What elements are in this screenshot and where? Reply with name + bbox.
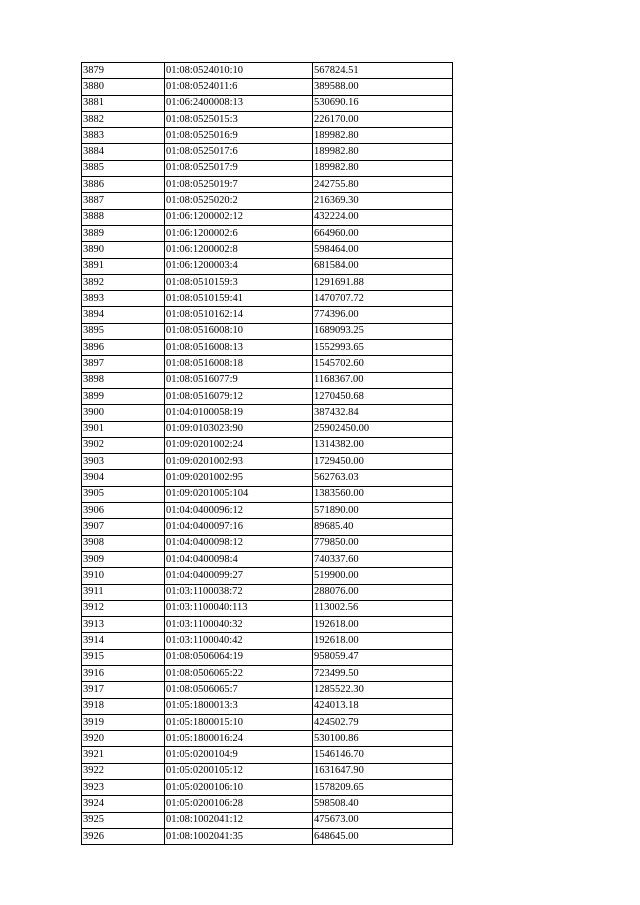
table-row	[82, 747, 453, 763]
row-number-cell: 3893	[82, 291, 165, 307]
cadastral-number-cell: 01:08:0510162:14	[165, 307, 313, 323]
cadastral-number-cell: 01:08:0525017:9	[165, 160, 313, 176]
value-cell: 226170.00	[313, 111, 453, 127]
cadastral-number-cell: 01:08:0510159:41	[165, 291, 313, 307]
table-row	[82, 568, 453, 584]
cadastral-number-cell: 01:04:0400098:12	[165, 535, 313, 551]
row-number-cell: 3900	[82, 405, 165, 421]
cadastral-number-cell: 01:05:0200106:28	[165, 796, 313, 812]
row-number-cell: 3924	[82, 796, 165, 812]
cadastral-number-cell: 01:03:1100040:113	[165, 600, 313, 616]
cadastral-number-cell: 01:09:0201002:95	[165, 470, 313, 486]
value-cell: 1383560.00	[313, 486, 453, 502]
cadastral-number-cell: 01:08:0516008:10	[165, 323, 313, 339]
row-number-cell: 3926	[82, 828, 165, 844]
table-row	[82, 682, 453, 698]
row-number-cell: 3911	[82, 584, 165, 600]
cadastral-number-cell: 01:06:1200002:12	[165, 209, 313, 225]
value-cell: 89685.40	[313, 519, 453, 535]
value-cell: 475673.00	[313, 812, 453, 828]
row-number-cell: 3916	[82, 665, 165, 681]
cadastral-number-cell: 01:09:0201005:104	[165, 486, 313, 502]
cadastral-number-cell: 01:08:0525020:2	[165, 193, 313, 209]
table-row	[82, 780, 453, 796]
table-row	[82, 193, 453, 209]
row-number-cell: 3912	[82, 600, 165, 616]
row-number-cell: 3910	[82, 568, 165, 584]
cadastral-number-cell: 01:08:0525016:9	[165, 128, 313, 144]
row-number-cell: 3908	[82, 535, 165, 551]
row-number-cell: 3920	[82, 731, 165, 747]
row-number-cell: 3879	[82, 63, 165, 79]
value-cell: 567824.51	[313, 63, 453, 79]
cadastral-number-cell: 01:08:0525019:7	[165, 177, 313, 193]
cadastral-number-cell: 01:04:0400099:27	[165, 568, 313, 584]
row-number-cell: 3917	[82, 682, 165, 698]
table-row	[82, 796, 453, 812]
table-row	[82, 828, 453, 844]
cadastral-number-cell: 01:04:0400097:16	[165, 519, 313, 535]
value-cell: 1578209.65	[313, 780, 453, 796]
value-cell: 681584.00	[313, 258, 453, 274]
document-page	[81, 62, 449, 845]
row-number-cell: 3899	[82, 388, 165, 404]
table-row	[82, 209, 453, 225]
table-row	[82, 258, 453, 274]
table-row	[82, 535, 453, 551]
row-number-cell: 3894	[82, 307, 165, 323]
row-number-cell: 3923	[82, 780, 165, 796]
table-body	[82, 63, 453, 845]
row-number-cell: 3904	[82, 470, 165, 486]
cadastral-number-cell: 01:06:2400008:13	[165, 95, 313, 111]
row-number-cell: 3886	[82, 177, 165, 193]
row-number-cell: 3898	[82, 372, 165, 388]
table-row	[82, 503, 453, 519]
value-cell: 598464.00	[313, 242, 453, 258]
table-row	[82, 405, 453, 421]
value-cell: 1552993.65	[313, 340, 453, 356]
table-row	[82, 470, 453, 486]
row-number-cell: 3901	[82, 421, 165, 437]
row-number-cell: 3914	[82, 633, 165, 649]
cadastral-number-cell: 01:08:0516079:12	[165, 388, 313, 404]
row-number-cell: 3906	[82, 503, 165, 519]
value-cell: 1545702.60	[313, 356, 453, 372]
row-number-cell: 3884	[82, 144, 165, 160]
cadastral-number-cell: 01:08:0506064:19	[165, 649, 313, 665]
value-cell: 1285522.30	[313, 682, 453, 698]
table-row	[82, 111, 453, 127]
value-cell: 189982.80	[313, 128, 453, 144]
table-row	[82, 242, 453, 258]
table-row	[82, 698, 453, 714]
table-row	[82, 128, 453, 144]
value-cell: 1168367.00	[313, 372, 453, 388]
row-number-cell: 3881	[82, 95, 165, 111]
value-cell: 571890.00	[313, 503, 453, 519]
table-row	[82, 665, 453, 681]
value-cell: 192618.00	[313, 617, 453, 633]
value-cell: 389588.00	[313, 79, 453, 95]
table-row	[82, 95, 453, 111]
cadastral-number-cell: 01:08:1002041:35	[165, 828, 313, 844]
value-cell: 242755.80	[313, 177, 453, 193]
table-row	[82, 551, 453, 567]
cadastral-number-cell: 01:09:0103023:90	[165, 421, 313, 437]
table-row	[82, 160, 453, 176]
cadastral-number-cell: 01:05:0200106:10	[165, 780, 313, 796]
cadastral-number-cell: 01:04:0400098:4	[165, 551, 313, 567]
cadastral-number-cell: 01:08:0510159:3	[165, 274, 313, 290]
cadastral-number-cell: 01:05:0200104:9	[165, 747, 313, 763]
value-cell: 189982.80	[313, 160, 453, 176]
table-row	[82, 144, 453, 160]
cadastral-number-cell: 01:05:1800016:24	[165, 731, 313, 747]
row-number-cell: 3903	[82, 454, 165, 470]
value-cell: 958059.47	[313, 649, 453, 665]
table-row	[82, 763, 453, 779]
row-number-cell: 3922	[82, 763, 165, 779]
table-row	[82, 584, 453, 600]
value-cell: 1470707.72	[313, 291, 453, 307]
row-number-cell: 3925	[82, 812, 165, 828]
value-cell: 189982.80	[313, 144, 453, 160]
value-cell: 779850.00	[313, 535, 453, 551]
row-number-cell: 3913	[82, 617, 165, 633]
cadastral-number-cell: 01:03:1100040:32	[165, 617, 313, 633]
value-cell: 424502.79	[313, 714, 453, 730]
table-row	[82, 225, 453, 241]
row-number-cell: 3890	[82, 242, 165, 258]
cadastral-number-cell: 01:08:0525017:6	[165, 144, 313, 160]
table-row	[82, 731, 453, 747]
row-number-cell: 3907	[82, 519, 165, 535]
row-number-cell: 3919	[82, 714, 165, 730]
value-cell: 664960.00	[313, 225, 453, 241]
value-cell: 1270450.68	[313, 388, 453, 404]
value-cell: 113002.56	[313, 600, 453, 616]
cadastral-number-cell: 01:08:0516077:9	[165, 372, 313, 388]
cadastral-number-cell: 01:03:1100038:72	[165, 584, 313, 600]
cadastral-number-cell: 01:03:1100040:42	[165, 633, 313, 649]
value-cell: 1291691.88	[313, 274, 453, 290]
row-number-cell: 3897	[82, 356, 165, 372]
cadastral-number-cell: 01:08:0506065:7	[165, 682, 313, 698]
value-cell: 1314382.00	[313, 437, 453, 453]
table-row	[82, 340, 453, 356]
row-number-cell: 3882	[82, 111, 165, 127]
row-number-cell: 3891	[82, 258, 165, 274]
value-cell: 424013.18	[313, 698, 453, 714]
row-number-cell: 3896	[82, 340, 165, 356]
data-table	[81, 62, 453, 845]
table-row	[82, 519, 453, 535]
cadastral-number-cell: 01:04:0100058:19	[165, 405, 313, 421]
table-row	[82, 63, 453, 79]
cadastral-number-cell: 01:08:0516008:18	[165, 356, 313, 372]
row-number-cell: 3902	[82, 437, 165, 453]
table-row	[82, 714, 453, 730]
row-number-cell: 3909	[82, 551, 165, 567]
table-row	[82, 388, 453, 404]
value-cell: 1631647.90	[313, 763, 453, 779]
row-number-cell: 3889	[82, 225, 165, 241]
row-number-cell: 3895	[82, 323, 165, 339]
cadastral-number-cell: 01:08:0525015:3	[165, 111, 313, 127]
cadastral-number-cell: 01:08:0524011:6	[165, 79, 313, 95]
value-cell: 740337.60	[313, 551, 453, 567]
table-row	[82, 454, 453, 470]
table-row	[82, 323, 453, 339]
value-cell: 598508.40	[313, 796, 453, 812]
table-row	[82, 617, 453, 633]
value-cell: 216369.30	[313, 193, 453, 209]
cadastral-number-cell: 01:04:0400096:12	[165, 503, 313, 519]
value-cell: 25902450.00	[313, 421, 453, 437]
row-number-cell: 3892	[82, 274, 165, 290]
row-number-cell: 3883	[82, 128, 165, 144]
cadastral-number-cell: 01:06:1200002:8	[165, 242, 313, 258]
value-cell: 387432.84	[313, 405, 453, 421]
value-cell: 432224.00	[313, 209, 453, 225]
value-cell: 774396.00	[313, 307, 453, 323]
table-row	[82, 177, 453, 193]
value-cell: 1689093.25	[313, 323, 453, 339]
value-cell: 1729450.00	[313, 454, 453, 470]
table-row	[82, 486, 453, 502]
cadastral-number-cell: 01:05:0200105:12	[165, 763, 313, 779]
cadastral-number-cell: 01:05:1800015:10	[165, 714, 313, 730]
row-number-cell: 3915	[82, 649, 165, 665]
cadastral-number-cell: 01:08:1002041:12	[165, 812, 313, 828]
cadastral-number-cell: 01:09:0201002:93	[165, 454, 313, 470]
table-row	[82, 372, 453, 388]
table-row	[82, 274, 453, 290]
cadastral-number-cell: 01:05:1800013:3	[165, 698, 313, 714]
row-number-cell: 3880	[82, 79, 165, 95]
value-cell: 530100.86	[313, 731, 453, 747]
table-row	[82, 307, 453, 323]
cadastral-number-cell: 01:09:0201002:24	[165, 437, 313, 453]
table-row	[82, 600, 453, 616]
cadastral-number-cell: 01:06:1200003:4	[165, 258, 313, 274]
cadastral-number-cell: 01:08:0524010:10	[165, 63, 313, 79]
value-cell: 530690.16	[313, 95, 453, 111]
value-cell: 562763.03	[313, 470, 453, 486]
value-cell: 192618.00	[313, 633, 453, 649]
value-cell: 723499.50	[313, 665, 453, 681]
table-row	[82, 421, 453, 437]
table-row	[82, 437, 453, 453]
cadastral-number-cell: 01:08:0506065:22	[165, 665, 313, 681]
row-number-cell: 3885	[82, 160, 165, 176]
table-row	[82, 633, 453, 649]
row-number-cell: 3921	[82, 747, 165, 763]
value-cell: 288076.00	[313, 584, 453, 600]
cadastral-number-cell: 01:06:1200002:6	[165, 225, 313, 241]
table-row	[82, 79, 453, 95]
table-row	[82, 291, 453, 307]
table-row	[82, 356, 453, 372]
row-number-cell: 3918	[82, 698, 165, 714]
row-number-cell: 3905	[82, 486, 165, 502]
row-number-cell: 3887	[82, 193, 165, 209]
cadastral-number-cell: 01:08:0516008:13	[165, 340, 313, 356]
value-cell: 648645.00	[313, 828, 453, 844]
value-cell: 1546146.70	[313, 747, 453, 763]
table-row	[82, 812, 453, 828]
table-row	[82, 649, 453, 665]
value-cell: 519900.00	[313, 568, 453, 584]
row-number-cell: 3888	[82, 209, 165, 225]
